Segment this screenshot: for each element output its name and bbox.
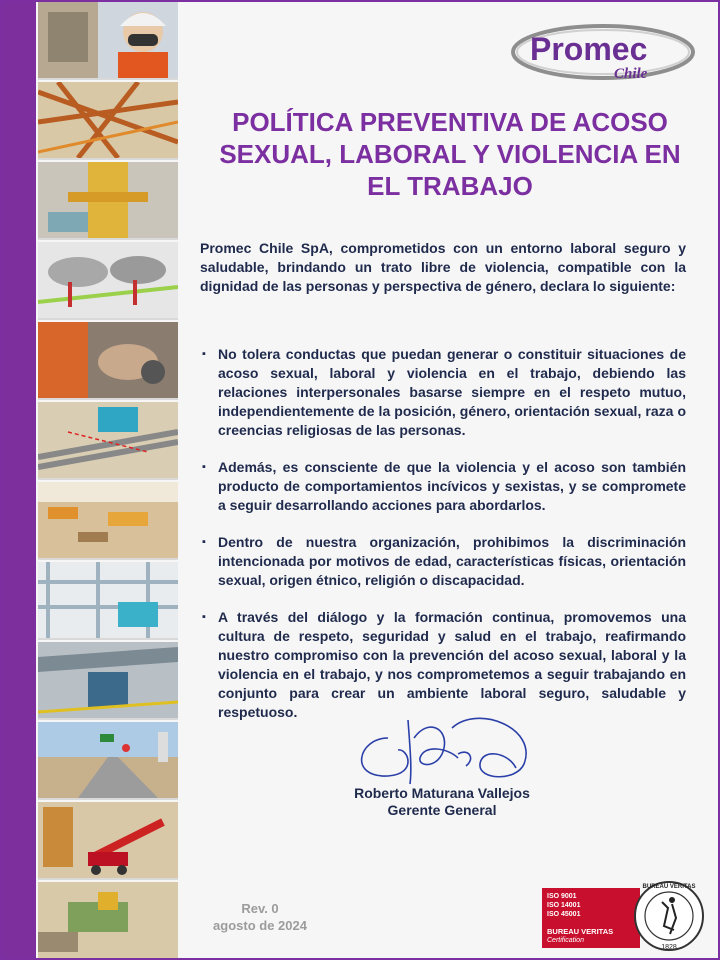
industrial-site-photo bbox=[38, 482, 178, 560]
signatory-role: Gerente General bbox=[387, 802, 497, 818]
bullet-icon: ▪ bbox=[202, 461, 206, 473]
plant-overview-photo bbox=[38, 882, 178, 958]
title-line-3: EL TRABAJO bbox=[367, 171, 533, 201]
signatory-name: Roberto Maturana Vallejos bbox=[354, 785, 530, 801]
photo-strip bbox=[38, 2, 178, 958]
bureau-veritas-seal-icon bbox=[632, 878, 706, 956]
cert-body: BUREAU VERITAS bbox=[547, 927, 614, 936]
promec-logo bbox=[510, 22, 696, 84]
policy-list bbox=[200, 345, 686, 740]
seal-year: 1828 bbox=[661, 944, 677, 951]
title-line-1: POLÍTICA PREVENTIVA DE ACOSO bbox=[232, 107, 668, 137]
cert-type: Certification bbox=[547, 937, 584, 944]
page-title bbox=[200, 106, 700, 202]
revision-date: agosto de 2024 bbox=[213, 918, 307, 933]
title-line-2: SEXUAL, LABORAL Y VIOLENCIA EN bbox=[219, 139, 681, 169]
hands-at-work-photo bbox=[38, 322, 178, 400]
iso-9001: ISO 9001 bbox=[547, 893, 577, 900]
iso-14001: ISO 14001 bbox=[547, 902, 581, 909]
policy-document bbox=[2, 2, 718, 958]
steel-structure-photo bbox=[38, 82, 178, 160]
equipment-render-photo bbox=[38, 642, 178, 720]
signature bbox=[348, 708, 538, 788]
road-site-photo bbox=[38, 722, 178, 800]
steel-frame-render-photo bbox=[38, 562, 178, 640]
plant-interior-photo bbox=[38, 162, 178, 240]
policy-item bbox=[200, 345, 686, 440]
bullet-icon: ▪ bbox=[202, 348, 206, 360]
policy-item bbox=[200, 458, 686, 515]
iso-45001: ISO 45001 bbox=[547, 911, 581, 918]
revision-block bbox=[198, 900, 322, 934]
policy-item bbox=[200, 533, 686, 590]
bullet-icon: ▪ bbox=[202, 536, 206, 548]
signatory-block bbox=[342, 785, 542, 819]
certification-badge bbox=[542, 888, 640, 948]
side-stripe bbox=[2, 2, 36, 958]
mill-render-photo bbox=[38, 242, 178, 320]
revision-label: Rev. 0 bbox=[241, 901, 279, 916]
lift-platform-photo bbox=[38, 802, 178, 880]
logo-sub: Chile bbox=[614, 66, 648, 82]
logo-brand: Promec bbox=[530, 31, 648, 67]
policy-item bbox=[200, 608, 686, 722]
policy-item-text: Además, es consciente de que la violencia y el acoso son también producto de comportamientos incívicos y sexistas, y se compromete a seguir desarrollando acciones para abordarlos. bbox=[218, 459, 686, 513]
intro-paragraph: Promec Chile SpA, comprometidos con un entorno laboral seguro y saludable, brindando un trato libre de violencia, compatible con la dignidad de las personas y perspectiva de género, declara lo siguiente: bbox=[200, 240, 686, 294]
policy-item-text: Dentro de nuestra organización, prohibimos la discriminación intencionada por motivos de edad, características físicas, orientación sexual, origen étnico, religión o discapacidad. bbox=[218, 534, 686, 588]
policy-item-text: No tolera conductas que puedan generar o constituir situaciones de acoso sexual, laboral y violencia en el trabajo, debiendo las relaciones interpersonales basarse siempre en el respeto mutuo, independientemente de la posición, género, orientación sexual, raza o creencias religiosas de las personas. bbox=[218, 346, 686, 438]
bullet-icon: ▪ bbox=[202, 611, 206, 623]
conveyor-render-photo bbox=[38, 402, 178, 480]
seal-text: BUREAU VERITAS bbox=[642, 884, 696, 890]
worker-with-helmet-photo bbox=[38, 2, 178, 80]
policy-item-text: A través del diálogo y la formación continua, promovemos una cultura de respeto, seguridad y salud en el trabajo, reafirmando nuestro compromiso con la prevención del acoso sexual, laboral y la violencia en el trabajo, y nos comprometemos a seguir trabajando en conjunto para crear un ambiente laboral seguro, saludable y respetuoso. bbox=[218, 609, 686, 720]
